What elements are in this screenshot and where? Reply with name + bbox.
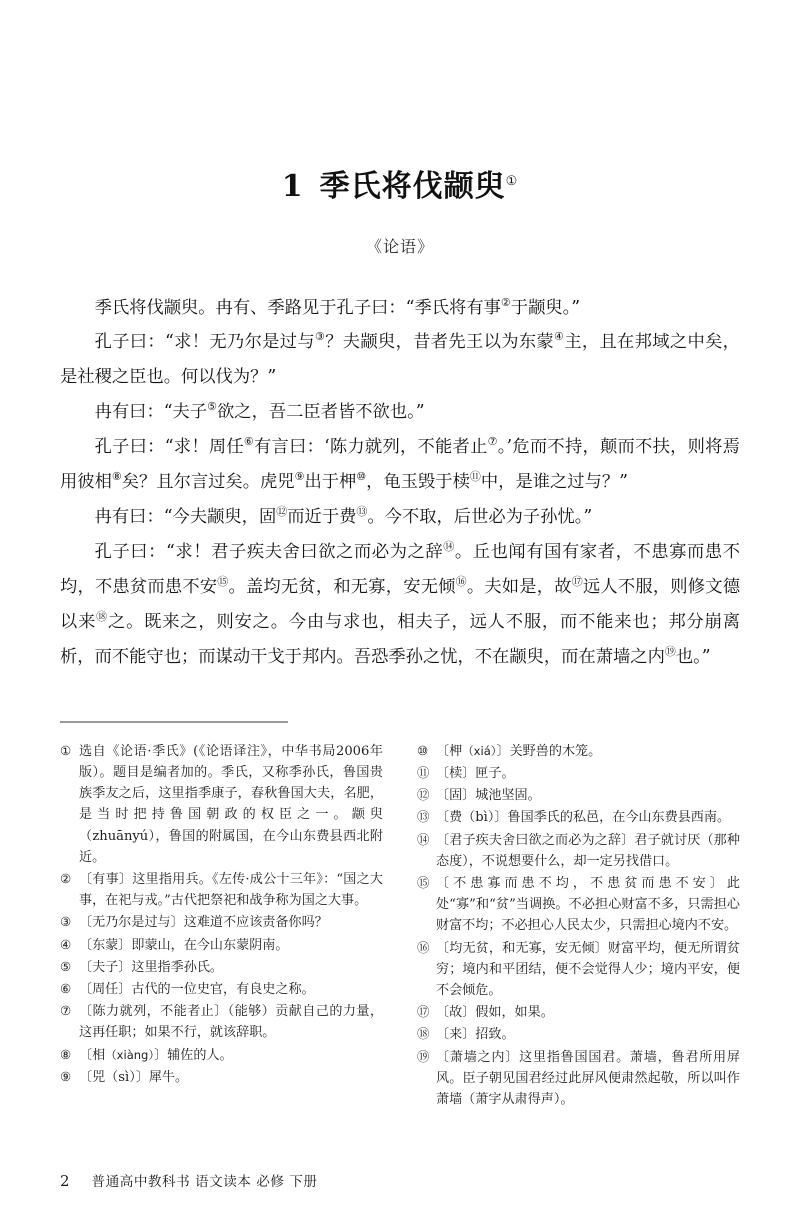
chapter-title-text: 季氏将伐颛臾 bbox=[319, 169, 506, 204]
note-reference: ⑧ bbox=[111, 470, 122, 484]
footnote-item bbox=[60, 935, 383, 956]
footnote-item bbox=[60, 979, 383, 1000]
footnote-item bbox=[60, 1067, 383, 1088]
note-reference: ⑤ bbox=[207, 400, 217, 414]
footnote-item bbox=[417, 938, 740, 1002]
footnote-item bbox=[60, 741, 383, 868]
footnote-text: 〔固〕城池坚固。 bbox=[436, 788, 541, 804]
footnote-text: 〔柙（xiá）〕关野兽的木笼。 bbox=[436, 743, 602, 759]
note-reference: ⑱ bbox=[96, 610, 108, 624]
note-reference: ⑭ bbox=[443, 540, 455, 554]
footnote-marker: ⑰ bbox=[417, 1004, 430, 1020]
note-reference: ⑪ bbox=[469, 470, 481, 484]
body-paragraph: 孔子曰：“求！君子疾夫舍曰欲之而必为之辞⑭。丘也闻有国有家者，不患寡而患不均，不患贫而患不安⑮。盖均无贫，和无寡，安无倾⑯。夫如是，故⑰远人不服，则修文德以来⑱之。既来之，则安之。今由与求也，相夫子，远人不服，而不能来也；邦分崩离析，而不能守也；而谋动干戈于邦内。吾恐季孙之忧，不在颛臾，而在萧墙之内⑲也。” bbox=[60, 540, 740, 667]
note-reference: ⑰ bbox=[571, 575, 583, 589]
classical-text-body bbox=[60, 291, 740, 675]
body-paragraph: 孔子曰：“求！无乃尔是过与③？夫颛臾，昔者先王以为东蒙④主，且在邦域之中矣，是社稷之臣也。何以伐为？” bbox=[60, 330, 740, 388]
chapter-number: 1 bbox=[281, 169, 304, 204]
note-reference: ② bbox=[500, 295, 511, 309]
footnote-item bbox=[417, 785, 740, 806]
footnote-marker: ⑩ bbox=[417, 742, 429, 758]
footnote-marker: ⑬ bbox=[417, 809, 430, 825]
footnote-text: 选自《论语·季氏》(《论语译注》，中华书局2006年版）。题目是编者加的。季氏，又称季孙氏，鲁国贵族季友之后，这里指季康子，春秋鲁国大夫，名肥，是当时把持鲁国朝政的权臣之一。颛臾（zhuānyú），鲁国的附属国，在今山东费县西北附近。 bbox=[79, 743, 383, 865]
footnote-item bbox=[417, 1047, 740, 1111]
footnote-marker: ⑯ bbox=[417, 939, 430, 955]
footnote-text: 〔萧墙之内〕这里指鲁国国君。萧墙，鲁君所用屏风。臣子朝见国君经过此屏风便肃然起敬，所以叫作萧墙（萧字从肃得声）。 bbox=[436, 1049, 740, 1108]
footnote-text: 〔周任〕古代的一位史官，有良史之称。 bbox=[79, 982, 315, 998]
body-paragraph: 冉有曰：“今夫颛臾，固⑫而近于费⑬。今不取，后世必为子孙忧。” bbox=[94, 505, 593, 528]
note-reference: ⑲ bbox=[664, 645, 676, 659]
footnote-item bbox=[417, 807, 740, 828]
footnote-marker: ⑧ bbox=[60, 1046, 72, 1062]
footnote-item bbox=[417, 830, 740, 872]
footnote-text: 〔来〕招致。 bbox=[436, 1027, 515, 1043]
footnote-marker: ③ bbox=[60, 914, 72, 930]
footnote-text: 〔有事〕这里指用兵。《左传·成公十三年》：“国之大事，在祀与戎。”古代把祭祀和战争称为国之大事。 bbox=[79, 872, 383, 909]
footnote-marker: ⑪ bbox=[417, 765, 430, 781]
source-attribution: 《论语》 bbox=[365, 236, 434, 256]
footnote-text: 〔东蒙〕即蒙山，在今山东蒙阴南。 bbox=[79, 937, 289, 953]
note-reference: ⑥ bbox=[243, 435, 255, 449]
footnote-text: 〔故〕假如，如果。 bbox=[436, 1005, 554, 1021]
footnote-item bbox=[60, 912, 383, 933]
footnote-item bbox=[417, 763, 740, 784]
note-reference: ⑩ bbox=[356, 470, 367, 484]
footnote-text: 〔君子疾夫舍曰欲之而必为之辞〕君子就讨厌（那种态度），不说想要什么，却一定另找借口。 bbox=[436, 832, 740, 869]
note-reference: ⑬ bbox=[356, 505, 368, 519]
page-title bbox=[60, 168, 740, 206]
note-reference: ⑮ bbox=[217, 575, 229, 589]
footnote-item bbox=[60, 869, 383, 911]
page-number: 2 bbox=[60, 1172, 70, 1190]
footnote-marker: ⑫ bbox=[417, 787, 430, 803]
pinyin: （xiá） bbox=[462, 743, 497, 758]
page-footer bbox=[60, 1170, 317, 1190]
footnote-marker: ⑨ bbox=[60, 1068, 72, 1084]
footnote-item bbox=[417, 741, 740, 762]
footnote-text: 〔陈力就列，不能者止〕（能够）贡献自己的力量，这再任职；如果不行，就该辞职。 bbox=[79, 1004, 383, 1041]
note-reference: ⑯ bbox=[455, 575, 467, 589]
note-reference: ⑨ bbox=[294, 470, 305, 484]
footnote-text: 〔费（bì）〕鲁国季氏的私邑，在今山东费县西南。 bbox=[436, 810, 731, 826]
pinyin: （xiàng） bbox=[105, 1047, 155, 1062]
title-note-marker: ① bbox=[505, 174, 519, 189]
body-paragraph: 冉有曰：“夫子⑤欲之，吾二臣者皆不欲也。” bbox=[94, 400, 425, 423]
footnote-item bbox=[417, 873, 740, 937]
title-block bbox=[60, 168, 740, 257]
footnote-text: 〔兕（sì）〕犀牛。 bbox=[79, 1069, 189, 1085]
footnote-divider bbox=[60, 721, 288, 723]
footnote-marker: ④ bbox=[60, 936, 72, 952]
footnote-marker: ⑥ bbox=[60, 981, 72, 997]
footnote-item bbox=[417, 1024, 740, 1045]
footnote-marker: ⑭ bbox=[417, 831, 430, 847]
footnote-text: 〔椟〕匣子。 bbox=[436, 766, 515, 782]
body-paragraph: 季氏将伐颛臾。冉有、季路见于孔子曰：“季氏将有事②于颛臾。” bbox=[94, 295, 581, 318]
footnote-column-right bbox=[417, 741, 740, 1111]
body-paragraph: 孔子曰：“求！周任⑥有言曰：‘陈力就列，不能者止⑦。’危而不持，颠而不扶，则将焉用彼相⑧矣？且尔言过矣。虎兕⑨出于柙⑩，龟玉毁于椟⑪中，是谁之过与？” bbox=[60, 435, 740, 493]
footnote-text: 〔无乃尔是过与〕这难道不应该责备你吗？ bbox=[79, 915, 328, 931]
footnote-marker: ⑤ bbox=[60, 958, 72, 974]
footnotes bbox=[60, 741, 740, 1111]
note-reference: ④ bbox=[554, 330, 565, 344]
book-title: 普通高中教科书 语文读本 必修 下册 bbox=[91, 1174, 318, 1190]
footnote-item bbox=[60, 1001, 383, 1043]
footnote-item bbox=[417, 1002, 740, 1023]
note-reference: ⑫ bbox=[276, 505, 288, 519]
note-reference: ⑦ bbox=[487, 435, 498, 449]
footnote-text: 〔夫子〕这里指季孙氏。 bbox=[79, 959, 224, 975]
footnote-text: 〔不患寡而患不均，不患贫而患不安〕此处“寡”和“贫”当调换。不必担心财富不多，只需担心财富不均；不必担心人民太少，只需担心境内不安。 bbox=[436, 876, 740, 934]
footnote-item bbox=[60, 957, 383, 978]
footnote-marker: ⑱ bbox=[417, 1026, 430, 1042]
footnote-marker: ⑮ bbox=[417, 875, 430, 891]
footnote-marker: ② bbox=[60, 871, 72, 887]
footnote-marker: ⑲ bbox=[417, 1048, 430, 1064]
footnote-item bbox=[60, 1045, 383, 1066]
note-reference: ③ bbox=[315, 330, 326, 344]
footnote-text: 〔均无贫，和无寡，安无倾〕财富平均，便无所谓贫穷；境内和平团结，便不会觉得人少；境内平安，便不会倾危。 bbox=[436, 940, 740, 999]
footnote-text: 〔相（xiàng）〕辅佐的人。 bbox=[79, 1047, 233, 1063]
footnote-column-left bbox=[60, 741, 383, 1111]
footnote-marker: ① bbox=[60, 742, 72, 758]
footnote-marker: ⑦ bbox=[60, 1003, 72, 1019]
